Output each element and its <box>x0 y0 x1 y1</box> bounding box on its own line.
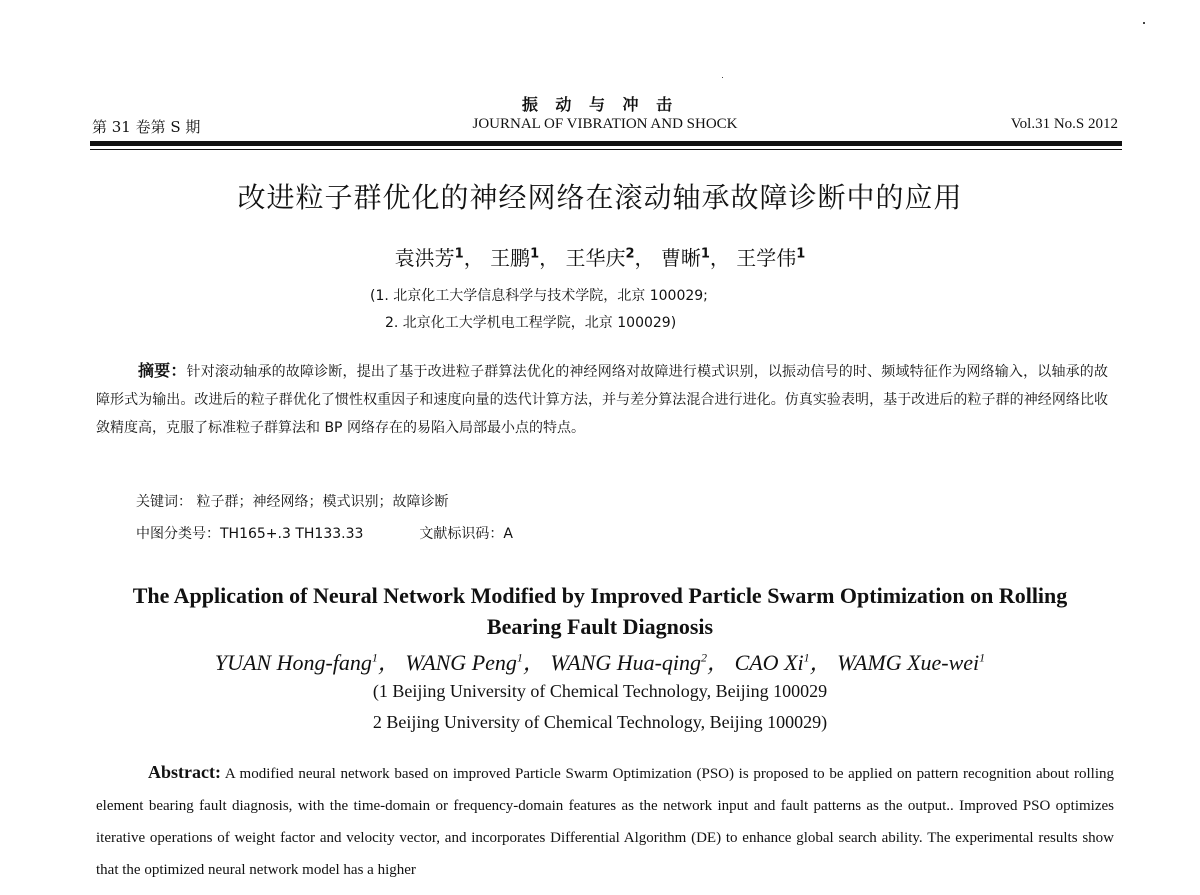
clc-label: 中图分类号： <box>136 526 220 542</box>
author-en: YUAN Hong-fang <box>214 650 372 675</box>
clc-value: TH165+.3 TH133.33 <box>220 526 364 542</box>
author-affiliation-mark: 1 <box>371 650 378 665</box>
author-affiliation-mark: 2 <box>701 650 708 665</box>
author-cn: 袁洪芳 <box>394 246 455 270</box>
doc-code-value: A <box>503 526 513 542</box>
author-en: WAMG Xue-wei <box>837 650 980 675</box>
author-list-cn <box>0 242 1200 271</box>
author-cn: 王学伟 <box>736 246 797 270</box>
journal-name-en: JOURNAL OF VIBRATION AND SHOCK <box>472 116 738 132</box>
author-affiliation-mark: 1 <box>530 246 540 262</box>
header-rule-thick <box>90 141 1122 146</box>
author-separator: ， <box>463 246 484 270</box>
author-cn: 王鹏 <box>490 246 531 270</box>
keywords-cn <box>136 491 448 511</box>
abstract-en-label: Abstract: <box>148 762 221 782</box>
abstract-en-text: A modified neural network based on improved Particle Swarm Optimization (PSO) is proposed to be applied on pattern recognition about rolling element bearing fault diagnosis, with the time-domain or frequency-domain features as the network input and fault patterns as the output.. Improved PSO optimizes iterative operations of weight factor and velocity vector, and incorporates Differential Algorithm (DE) to enhance global search ability. The experimental results show that the optimized neural network model has a higher <box>96 766 1114 878</box>
author-en: CAO Xi <box>734 650 804 675</box>
author-affiliation-mark: 1 <box>796 246 806 262</box>
issue-number-cn: 第 31 卷第 S 期 <box>92 118 201 136</box>
author-affiliation-mark: 1 <box>454 246 464 262</box>
paper-title-en: The Application of Neural Network Modified by Improved Particle Swarm Optimization on Rolling Bearing Fault Diagnosis <box>132 583 1068 639</box>
author-separator: ， <box>522 650 545 675</box>
classification-cn <box>136 523 513 543</box>
journal-name-cn: 振 动 与 冲 击 <box>521 95 679 114</box>
keywords-cn-label: 关键词： <box>136 494 192 510</box>
author-affiliation-mark: 1 <box>700 246 710 262</box>
author-separator: ， <box>634 246 655 270</box>
author-affiliation-mark: 1 <box>803 650 810 665</box>
scan-speck <box>1143 22 1145 24</box>
scan-speck <box>722 77 723 78</box>
running-header <box>92 116 1118 138</box>
author-separator: ， <box>377 650 400 675</box>
author-cn: 曹晰 <box>660 246 701 270</box>
affiliation-en-2: 2 Beijing University of Chemical Technology, Beijing 100029) <box>372 712 828 732</box>
author-list-en <box>0 646 1200 677</box>
affiliation-en-1: (1 Beijing University of Chemical Technology, Beijing 100029 <box>372 681 828 701</box>
volume-info: Vol.31 No.S 2012 <box>1010 116 1118 132</box>
author-affiliation-mark: 2 <box>625 246 635 262</box>
author-separator: ， <box>707 650 730 675</box>
keywords-cn-text: 粒子群；神经网络；模式识别；故障诊断 <box>192 494 449 510</box>
abstract-cn-label: 摘要： <box>138 361 187 380</box>
paper-title-cn: 改进粒子群优化的神经网络在滚动轴承故障诊断中的应用 <box>237 181 963 214</box>
abstract-cn <box>96 357 1108 442</box>
abstract-cn-text: 针对滚动轴承的故障诊断，提出了基于改进粒子群算法优化的神经网络对故障进行模式识别，以振动信号的时、频域特征作为网络输入，以轴承的故障形式为输出。改进后的粒子群优化了惯性权重因子和速度向量的迭代计算方法，并与差分算法混合进行进化。仿真实验表明，基于改进后的粒子群的神经网络比收敛精度高，克服了标准粒子群算法和 BP 网络存在的易陷入局部最小点的特点。 <box>96 364 1108 436</box>
author-en: WANG Hua-qing <box>550 650 702 675</box>
affiliation-cn-2: 2. 北京化工大学机电工程学院，北京 100029) <box>385 315 677 331</box>
author-separator: ， <box>709 246 730 270</box>
author-separator: ， <box>539 246 560 270</box>
author-affiliation-mark: 1 <box>979 650 986 665</box>
author-separator: ， <box>809 650 832 675</box>
doc-code-label: 文献标识码： <box>419 526 504 542</box>
abstract-en <box>96 756 1114 886</box>
affiliation-cn-1: (1. 北京化工大学信息科学与技术学院，北京 100029; <box>370 288 708 304</box>
header-rule-thin <box>90 149 1122 150</box>
author-en: WANG Peng <box>405 650 517 675</box>
author-affiliation-mark: 1 <box>516 650 523 665</box>
author-cn: 王华庆 <box>565 246 626 270</box>
